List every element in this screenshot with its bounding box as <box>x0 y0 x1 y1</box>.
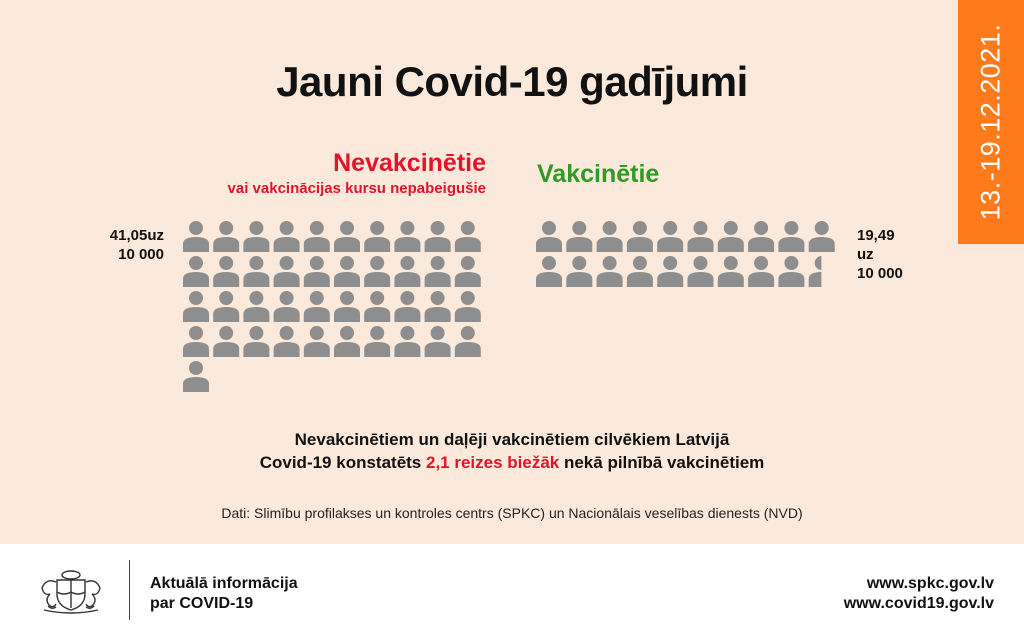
vaccinated-person-icon <box>657 256 683 287</box>
date-range: 13.-19.12.2021. <box>975 23 1006 221</box>
vaccinated-person-icon <box>688 221 714 252</box>
summary-line-1: Nevakcinētiem un daļēji vakcinētiem cilvēkiem Latvijā <box>294 430 730 449</box>
vaccinated-person-icon <box>688 256 714 287</box>
spkc-link[interactable]: www.spkc.gov.lv <box>866 575 994 592</box>
vaccinated-person-icon <box>627 256 653 287</box>
footer-info-line: par COVID-19 <box>150 595 254 612</box>
vaccinated-person-icon <box>809 256 835 287</box>
footer-divider <box>129 560 130 620</box>
vaccinated-rate-line: uz <box>857 246 874 263</box>
vaccinated-person-icon <box>657 221 683 252</box>
footer-info-line: Aktuālā informācija <box>150 575 298 592</box>
vaccinated-person-icon <box>627 221 653 252</box>
summary-text <box>0 428 1024 474</box>
vaccinated-person-icon <box>536 221 562 252</box>
vaccinated-person-icon <box>597 221 623 252</box>
vaccinated-person-icon <box>778 256 804 287</box>
summary-highlight: 2,1 reizes biežāk <box>425 453 560 472</box>
vaccinated-rate-line: 19,49 <box>857 227 895 244</box>
vaccinated-person-icon <box>809 221 835 252</box>
vaccinated-person-icon <box>748 221 774 252</box>
unvaccinated-sublabel: vai vakcinācijas kursu nepabeigušie <box>227 180 486 197</box>
vaccinated-person-icon <box>748 256 774 287</box>
vaccinated-person-icon <box>778 221 804 252</box>
vaccinated-person-icon <box>597 256 623 287</box>
data-source: Dati: Slimību profilakses un kontroles centrs (SPKC) un Nacionālais veselības dienests (NVD) <box>221 505 803 521</box>
footer-info <box>150 574 298 614</box>
unvaccinated-label: Nevakcinētie <box>333 149 486 177</box>
footer-links <box>844 574 994 614</box>
vaccinated-person-icon <box>536 256 562 287</box>
vaccinated-person-icon <box>718 256 744 287</box>
vaccinated-person-icon <box>566 256 592 287</box>
vaccinated-label: Vakcinētie <box>537 160 660 188</box>
vaccinated-person-icon <box>718 221 744 252</box>
unvaccinated-rate-line: 41,05uz <box>109 227 164 244</box>
summary-line-2-end: nekā pilnībā vakcinētiem <box>559 453 765 472</box>
summary-line-2-start: Covid-19 konstatēts <box>259 453 426 472</box>
vaccinated-rate-line: 10 000 <box>857 265 903 282</box>
latvia-coat-of-arms-icon <box>38 566 104 614</box>
vaccinated-person-icon <box>566 221 592 252</box>
page-title: Jauni Covid-19 gadījumi <box>276 58 748 105</box>
summary-line-2 <box>0 451 1024 474</box>
covid19-link[interactable]: www.covid19.gov.lv <box>843 595 994 612</box>
unvaccinated-rate-line: 10 000 <box>118 246 164 263</box>
